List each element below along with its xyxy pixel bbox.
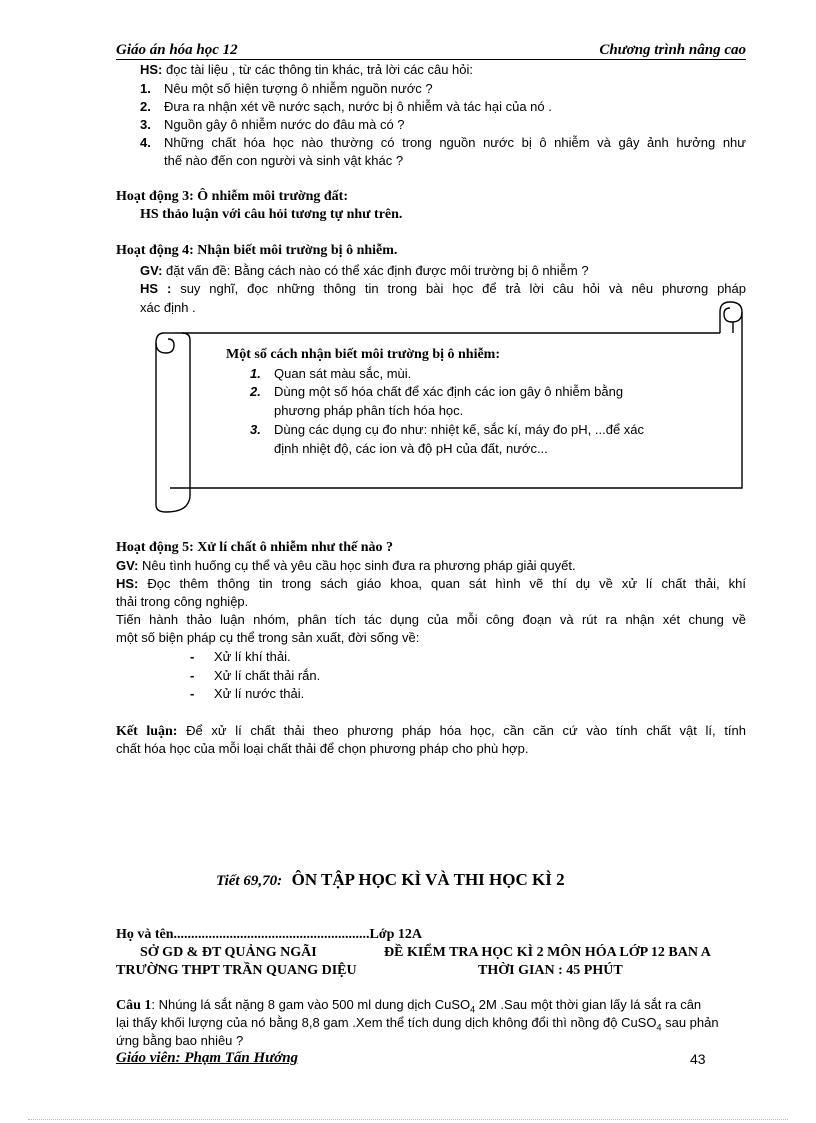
hs-label: HS: <box>116 576 139 591</box>
footer-rule <box>28 1119 788 1120</box>
question-num: 4. <box>140 135 151 150</box>
scroll-item-num: 3. <box>250 422 261 437</box>
hs-text: Đọc thêm thông tin trong sách giáo khoa, quan sát hình vẽ thí dụ về xử lí chất thải, khí <box>147 576 746 591</box>
header-rule <box>116 59 746 60</box>
question-text: Đưa ra nhận xét về nước sạch, nước bị ô nhiễm và tác hại của nó . <box>164 99 552 114</box>
page-number: 43 <box>690 1051 706 1067</box>
scroll-item-2 <box>250 382 623 401</box>
question-text: Những chất hóa học nào thường có trong nguồn nước bị ô nhiễm và gây ảnh hưởng như <box>164 135 746 150</box>
hs-text: suy nghĩ, đọc những thông tin trong bài học để trả lời câu hỏi và nêu phương pháp <box>180 281 746 296</box>
question-num: 3. <box>140 117 151 132</box>
ketluan <box>116 722 746 741</box>
scroll-item-1 <box>250 364 411 383</box>
question-1 <box>140 80 772 98</box>
question-text: Nêu một số hiện tượng ô nhiễm nguồn nước ? <box>164 81 433 96</box>
question-text: Nguồn gây ô nhiễm nước do đâu mà có ? <box>164 117 405 132</box>
gv-text: đặt vấn đề: Bằng cách nào có thể xác định được môi trường bị ô nhiễm ? <box>166 263 589 278</box>
hd5-title: Hoạt động 5: Xử lí chất ô nhiễm như thế nào ? <box>116 540 393 555</box>
bullet-dash: - <box>190 649 195 664</box>
question-num: 2. <box>140 99 151 114</box>
hs-intro <box>140 61 772 79</box>
hd3-body: HS thảo luận với câu hỏi tương tự như trên. <box>140 207 403 222</box>
scroll-item-num: 1. <box>250 366 261 381</box>
cau1-text-b: 2M .Sau một thời gian lấy lá sắt ra cân <box>478 997 702 1012</box>
header-right: Chương trình nâng cao <box>599 42 746 58</box>
bullet-3 <box>190 685 816 703</box>
hd4-title: Hoạt động 4: Nhận biết môi trường bị ô nhiễm. <box>116 243 398 258</box>
hd5-hs-cont: thải trong công nghiệp. <box>116 594 249 609</box>
hs-intro-text: đọc tài liệu , từ các thông tin khác, trả lời các câu hỏi: <box>166 62 474 77</box>
bullet-text: Xử lí khí thải. <box>214 649 291 664</box>
question-cau1-line3: ứng bằng bao nhiêu ? <box>116 1033 244 1048</box>
lesson-label: Tiết 69,70: <box>216 873 283 889</box>
bullet-dash: - <box>190 686 195 701</box>
hd4-hs-cont: xác định . <box>140 300 196 315</box>
bullet-dash: - <box>190 668 195 683</box>
scroll-item-text: Dùng một số hóa chất để xác định các ion gây ô nhiễm bằng <box>274 384 624 399</box>
question-3 <box>140 116 772 134</box>
cau1-text-a: : Nhúng lá sắt nặng 8 gam vào 500 ml dung dịch CuSO <box>151 997 471 1012</box>
student-name-line: Họ và tên........................................................Lớp 12A <box>116 927 423 942</box>
cau1-text-a: lại thấy khối lượng của nó bằng 8,8 gam .Xem thể tích dung dịch không đổi thì nồng độ CuSO <box>116 1015 657 1030</box>
hd5-gv <box>116 557 748 575</box>
gv-label: GV: <box>116 558 139 573</box>
scroll-item-num: 2. <box>250 384 261 399</box>
bullet-text: Xử lí chất thải rắn. <box>214 668 321 683</box>
hd5-p1: Tiến hành thảo luận nhóm, phân tích tác dụng của mỗi công đoạn và rút ra nhận xét chung về <box>116 612 746 627</box>
exam-title: ĐỀ KIỂM TRA HỌC KÌ 2 MÔN HÓA LỚP 12 BAN A <box>384 945 711 960</box>
question-4 <box>140 134 746 152</box>
question-num: 1. <box>140 81 151 96</box>
scroll-title: Một số cách nhận biết môi trường bị ô nhiễm: <box>226 347 500 362</box>
gv-text: Nêu tình huống cụ thể và yêu cầu học sinh đưa ra phương pháp giải quyết. <box>142 558 576 573</box>
hs-label: HS : <box>140 281 172 296</box>
ketluan-cont: chất hóa học của mỗi loại chất thải để chọn phương pháp cho phù hợp. <box>116 741 529 756</box>
scroll-item-2-cont: phương pháp phân tích hóa học. <box>274 403 464 418</box>
exam-department: SỞ GD & ĐT QUẢNG NGÃI <box>140 945 317 960</box>
scroll-item-3-cont: định nhiệt độ, các ion và độ pH của đất, nước... <box>274 441 548 456</box>
scroll-item-text: Quan sát màu sắc, mùi. <box>274 366 412 381</box>
bullet-1 <box>190 648 816 666</box>
question-2 <box>140 98 772 116</box>
gv-label: GV: <box>140 263 163 278</box>
hd4-hs <box>140 280 746 298</box>
cau1-text-b: sau phản <box>665 1015 719 1030</box>
hd5-hs <box>116 575 746 593</box>
bullet-text: Xử lí nước thải. <box>214 686 305 701</box>
ketluan-label: Kết luận: <box>116 724 178 739</box>
exam-time: THỜI GIAN : 45 PHÚT <box>478 963 623 978</box>
hd5-p2: một số biện pháp cụ thể trong sản xuất, đời sống về: <box>116 630 420 645</box>
cau1-sub: 4 <box>656 1022 662 1033</box>
lesson-title: ÔN TẬP HỌC KÌ VÀ THI HỌC KÌ 2 <box>291 870 565 889</box>
footer-teacher: Giáo viên: Phạm Tấn Hướng <box>116 1050 299 1066</box>
bullet-2 <box>190 667 816 685</box>
question-4-cont: thế nào đến con người và sinh vật khác ? <box>164 153 404 168</box>
hd4-gv <box>140 262 772 280</box>
ketluan-text: Để xử lí chất thải theo phương pháp hóa học, cần căn cứ vào tính chất vật lí, tính <box>186 723 746 738</box>
lesson-heading <box>216 870 565 890</box>
exam-school: TRƯỜNG THPT TRẦN QUANG DIỆU <box>116 963 357 978</box>
cau1-label: Câu 1 <box>116 998 152 1013</box>
hs-label: HS: <box>140 62 163 77</box>
scroll-item-text: Dùng các dụng cụ đo như: nhiệt kế, sắc kí, máy đo pH, ...để xác <box>274 422 645 437</box>
cau1-sub: 4 <box>470 1004 476 1015</box>
hd3-title: Hoạt động 3: Ô nhiễm môi trường đất: <box>116 189 348 204</box>
header-left: Giáo án hóa học 12 <box>116 42 238 58</box>
scroll-item-3 <box>250 420 644 439</box>
